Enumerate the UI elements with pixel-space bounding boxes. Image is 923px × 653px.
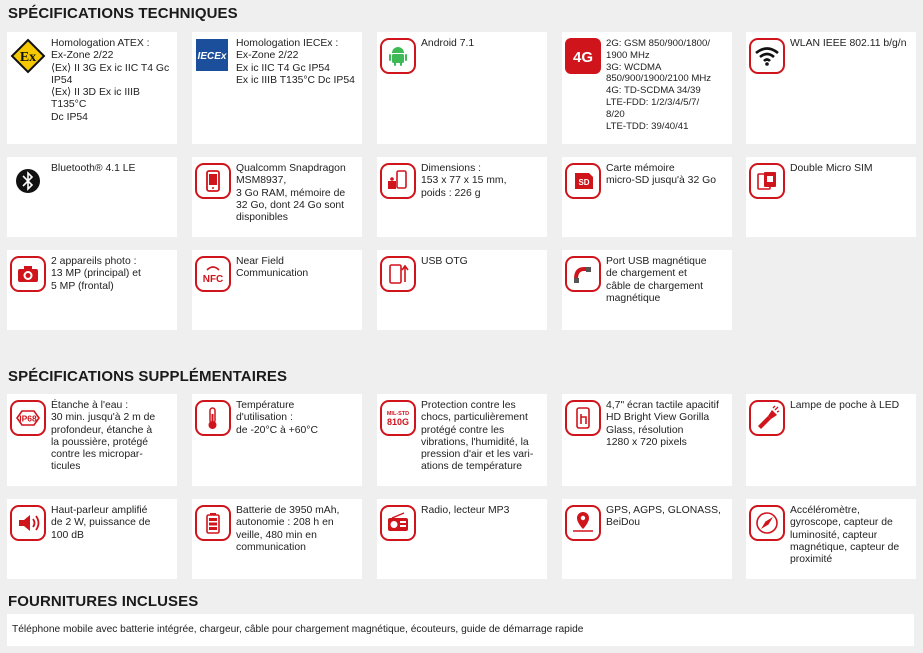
spec-text: Température d'utilisation : de -20°C à +60°C [236,400,318,436]
phone-cpu-icon [195,163,231,199]
spec-text: Batterie de 3950 mAh, autonomie : 208 h en veille, 480 min en communication [236,505,340,553]
4g-icon [565,38,601,74]
dimensions-icon [380,163,416,199]
radio-icon [380,505,416,541]
spec-text: Qualcomm Snapdragon MSM8937, 3 Go RAM, mémoire de 32 Go, dont 24 Go sont disponibles [236,163,346,224]
spec-text: Dimensions : 153 x 77 x 15 mm, poids : 226 g [421,163,507,199]
spec-text: Bluetooth® 4.1 LE [51,163,136,174]
spec-card-flashlight [746,394,916,486]
compass-icon [749,505,785,541]
android-icon [380,38,416,74]
spec-card-radio [377,499,547,579]
spec-text: Android 7.1 [421,38,475,49]
bluetooth-icon [10,163,46,199]
spec-card-magnetic-usb [562,250,732,330]
svg-text:IECEx: IECEx [197,51,227,62]
spec-card-android [377,32,547,144]
battery-icon [195,505,231,541]
spec-card-battery [192,499,362,579]
spec-card-shock [377,394,547,486]
svg-text:MIL-STD: MIL-STD [386,411,410,417]
spec-card-gps [562,499,732,579]
mil-std-icon [380,400,416,436]
spec-card-iecex [192,32,362,144]
spec-card-sim [746,157,916,237]
spec-text: Port USB magnétique de chargement et câble de chargement magnétique [606,256,707,304]
spec-card-wlan [746,32,916,144]
spec-text: Homologation ATEX : Ex-Zone 2/22 ⟨Ex⟩ II 3G Ex ic IIC T4 Gc IP54 ⟨Ex⟩ II 3D Ex ic IIIB T135°C Dc IP54 [51,38,170,123]
ip68-icon [10,400,46,436]
spec-card-dimensions [377,157,547,237]
nfc-icon [195,256,231,292]
spec-text: Homologation IECEx : Ex-Zone 2/22 Ex ic IIC T4 Gc IP54 Ex ic IIIB T135°C Dc IP54 [236,38,355,86]
thermometer-icon [195,400,231,436]
spec-text: 4,7" écran tactile apacitif HD Bright View Gorilla Glass, résolution 1280 x 720 pixels [606,400,719,448]
spec-card-camera [7,250,177,330]
spec-text: USB OTG [421,256,468,267]
svg-text:NFC: NFC [202,274,224,285]
spec-card-bluetooth [7,157,177,237]
svg-text:IP68: IP68 [19,413,37,424]
supplies-text: Téléphone mobile avec batterie intégrée, chargeur, câble pour chargement magnétique, écouteurs, guide de démarrage rapide [7,614,914,646]
spec-text: Near Field Communication [236,256,309,280]
spec-card-usb-otg [377,250,547,330]
camera-icon [10,256,46,292]
spec-card-speaker [7,499,177,579]
spec-text: Double Micro SIM [790,163,873,174]
spec-card-waterproof [7,394,177,486]
speaker-icon [10,505,46,541]
spec-text: Étanche à l'eau : 30 min. jusqu'à 2 m de profondeur, étanche à la poussière, protégé contre les micropar- ticules [51,400,156,473]
spec-text: Accéléromètre, gyroscope, capteur de luminosité, capteur magnétique, capteur de proximité [790,505,900,566]
spec-card-sensors [746,499,916,579]
spec-text: GPS, AGPS, GLONASS, BeiDou [606,505,721,529]
magnet-icon [565,256,601,292]
spec-text: 2G: GSM 850/900/1800/ 1900 MHz 3G: WCDMA 850/900/1900/2100 MHz 4G: TD-SCDMA 34/39 LTE-FDD: 1/2/3/4/5/7/ 8/20 LTE-TDD: 39/40/41 [606,38,712,132]
section-title-tech: SPÉCIFICATIONS TECHNIQUES [8,5,238,22]
gps-icon [565,505,601,541]
svg-text:SD: SD [578,178,590,187]
spec-card-nfc [192,250,362,330]
spec-card-atex [7,32,177,144]
svg-text:Ex: Ex [19,50,37,65]
spec-text: Protection contre les chocs, particulièrement protégé contre les vibrations, l'humidité, la pression d'air et les vari- ations de température [421,400,534,473]
svg-text:4G: 4G [572,49,594,66]
section-title-extra: SPÉCIFICATIONS SUPPLÉMENTAIRES [8,368,288,385]
spec-text: 2 appareils photo : 13 MP (principal) et 5 MP (frontal) [51,256,141,292]
sd-card-icon [565,163,601,199]
spec-card-temperature [192,394,362,486]
wifi-icon [749,38,785,74]
spec-card-memory [562,157,732,237]
touchscreen-icon [565,400,601,436]
usb-otg-icon [380,256,416,292]
spec-text: Haut-parleur amplifié de 2 W, puissance de 100 dB [51,505,151,541]
atex-ex-icon [10,38,46,74]
spec-text: Radio, lecteur MP3 [421,505,510,516]
iecex-icon [195,38,231,74]
spec-text: Carte mémoire micro-SD jusqu'à 32 Go [606,163,716,187]
spec-card-screen [562,394,732,486]
spec-card-network [562,32,732,144]
section-title-supplies: FOURNITURES INCLUSES [8,593,199,610]
spec-card-processor [192,157,362,237]
spec-text: Lampe de poche à LED [790,400,900,411]
dual-sim-icon [749,163,785,199]
flashlight-icon [749,400,785,436]
spec-text: WLAN IEEE 802.11 b/g/n [790,38,907,49]
svg-text:810G: 810G [386,417,410,427]
